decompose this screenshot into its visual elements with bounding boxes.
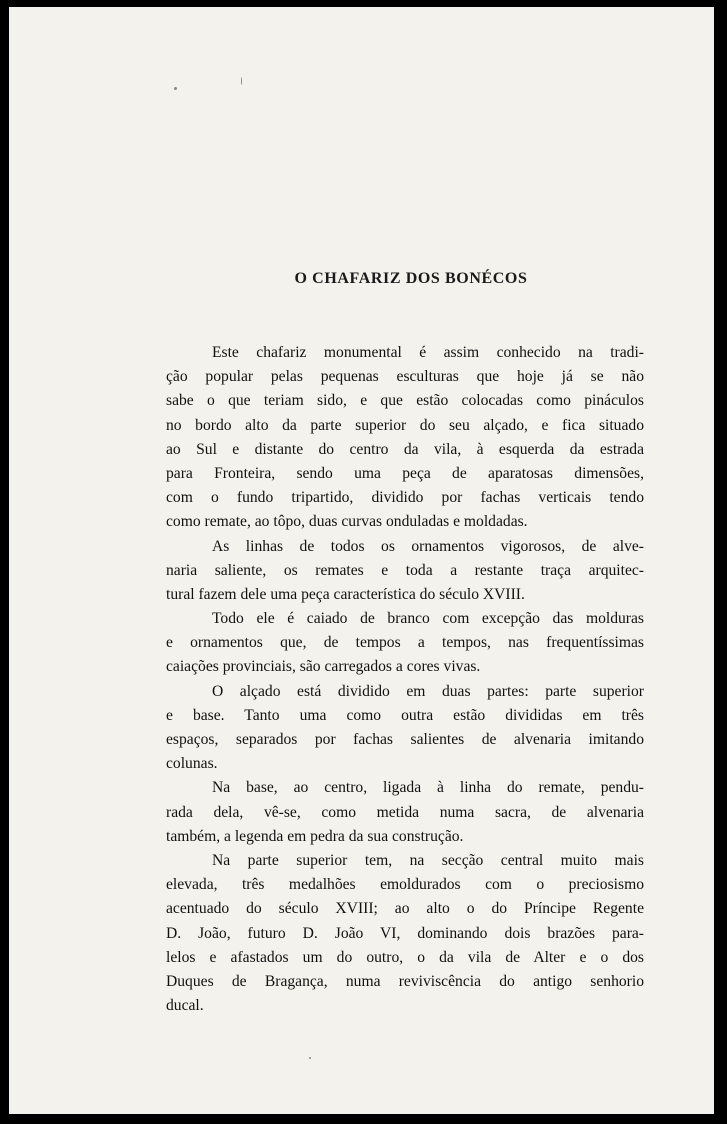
text-line: Este chafariz monumental é assim conhecido na tradi-	[212, 344, 644, 361]
paragraph	[166, 535, 644, 608]
text-line: naria saliente, os remates e toda a restante traça arquitec-	[166, 561, 644, 579]
speck	[174, 87, 177, 90]
paragraph	[166, 776, 644, 849]
text-line: tural fazem dele uma peça característica do século XVIII.	[166, 585, 525, 603]
document-body	[166, 341, 644, 1018]
text-line: sabe o que teriam sido, e que estão colocadas como pináculos	[166, 392, 644, 410]
text-line: Todo ele é caiado de branco com excepção das molduras	[212, 610, 644, 628]
text-line: Duques de Bragança, numa reviviscência do antigo senhorio	[166, 972, 644, 990]
text-line: e ornamentos que, de tempos a tempos, nas frequentíssimas	[166, 634, 644, 652]
text-line: ção popular pelas pequenas esculturas que hoje já se não	[166, 368, 644, 386]
page-title: O CHAFARIZ DOS BONÉCOS	[294, 270, 528, 287]
text-line: com o fundo tripartido, dividido por fachas verticais tendo	[166, 489, 644, 507]
text-line: lelos e afastados um do outro, o da vila de Alter e o dos	[166, 948, 644, 966]
text-line: elevada, três medalhões emoldurados com o preciosismo	[166, 876, 644, 894]
text-line: rada dela, vê-se, como metida numa sacra, de alvenaria	[166, 803, 644, 821]
paragraph	[166, 341, 644, 535]
speck	[241, 77, 242, 85]
text-line: acentuado do século XVIII; ao alto o do Príncipe Regente	[166, 900, 644, 918]
paragraph	[166, 680, 644, 777]
text-line: caiações provinciais, são carregados a cores vivas.	[166, 658, 481, 676]
text-line: ducal.	[166, 997, 204, 1015]
paragraph	[166, 607, 644, 680]
text-line: espaços, separados por fachas salientes de alvenaria imitando	[166, 731, 644, 748]
text-line: Na base, ao centro, ligada à linha do remate, pendu-	[212, 779, 644, 797]
text-line: As linhas de todos os ornamentos vigorosos, de alve-	[212, 537, 644, 555]
text-line: para Fronteira, sendo uma peça de aparatosas dimensões,	[166, 464, 644, 482]
speck	[309, 1057, 311, 1059]
text-line: O alçado está dividido em duas partes: parte superior	[212, 682, 644, 700]
text-line: como remate, ao tôpo, duas curvas onduladas e moldadas.	[166, 513, 528, 531]
text-line: no bordo alto da parte superior do seu alçado, e fica situado	[166, 416, 644, 434]
scanned-page	[9, 7, 714, 1114]
text-line: também, a legenda em pedra da sua construção.	[166, 827, 464, 845]
text-line: D. João, futuro D. João VI, dominando dois brazões para-	[166, 924, 644, 942]
text-line: colunas.	[166, 755, 218, 773]
text-line: e base. Tanto uma como outra estão divididas em três	[166, 706, 644, 724]
text-line: ao Sul e distante do centro da vila, à esquerda da estrada	[166, 440, 644, 458]
text-line: Na parte superior tem, na secção central muito mais	[212, 851, 644, 869]
paragraph	[166, 849, 644, 1018]
